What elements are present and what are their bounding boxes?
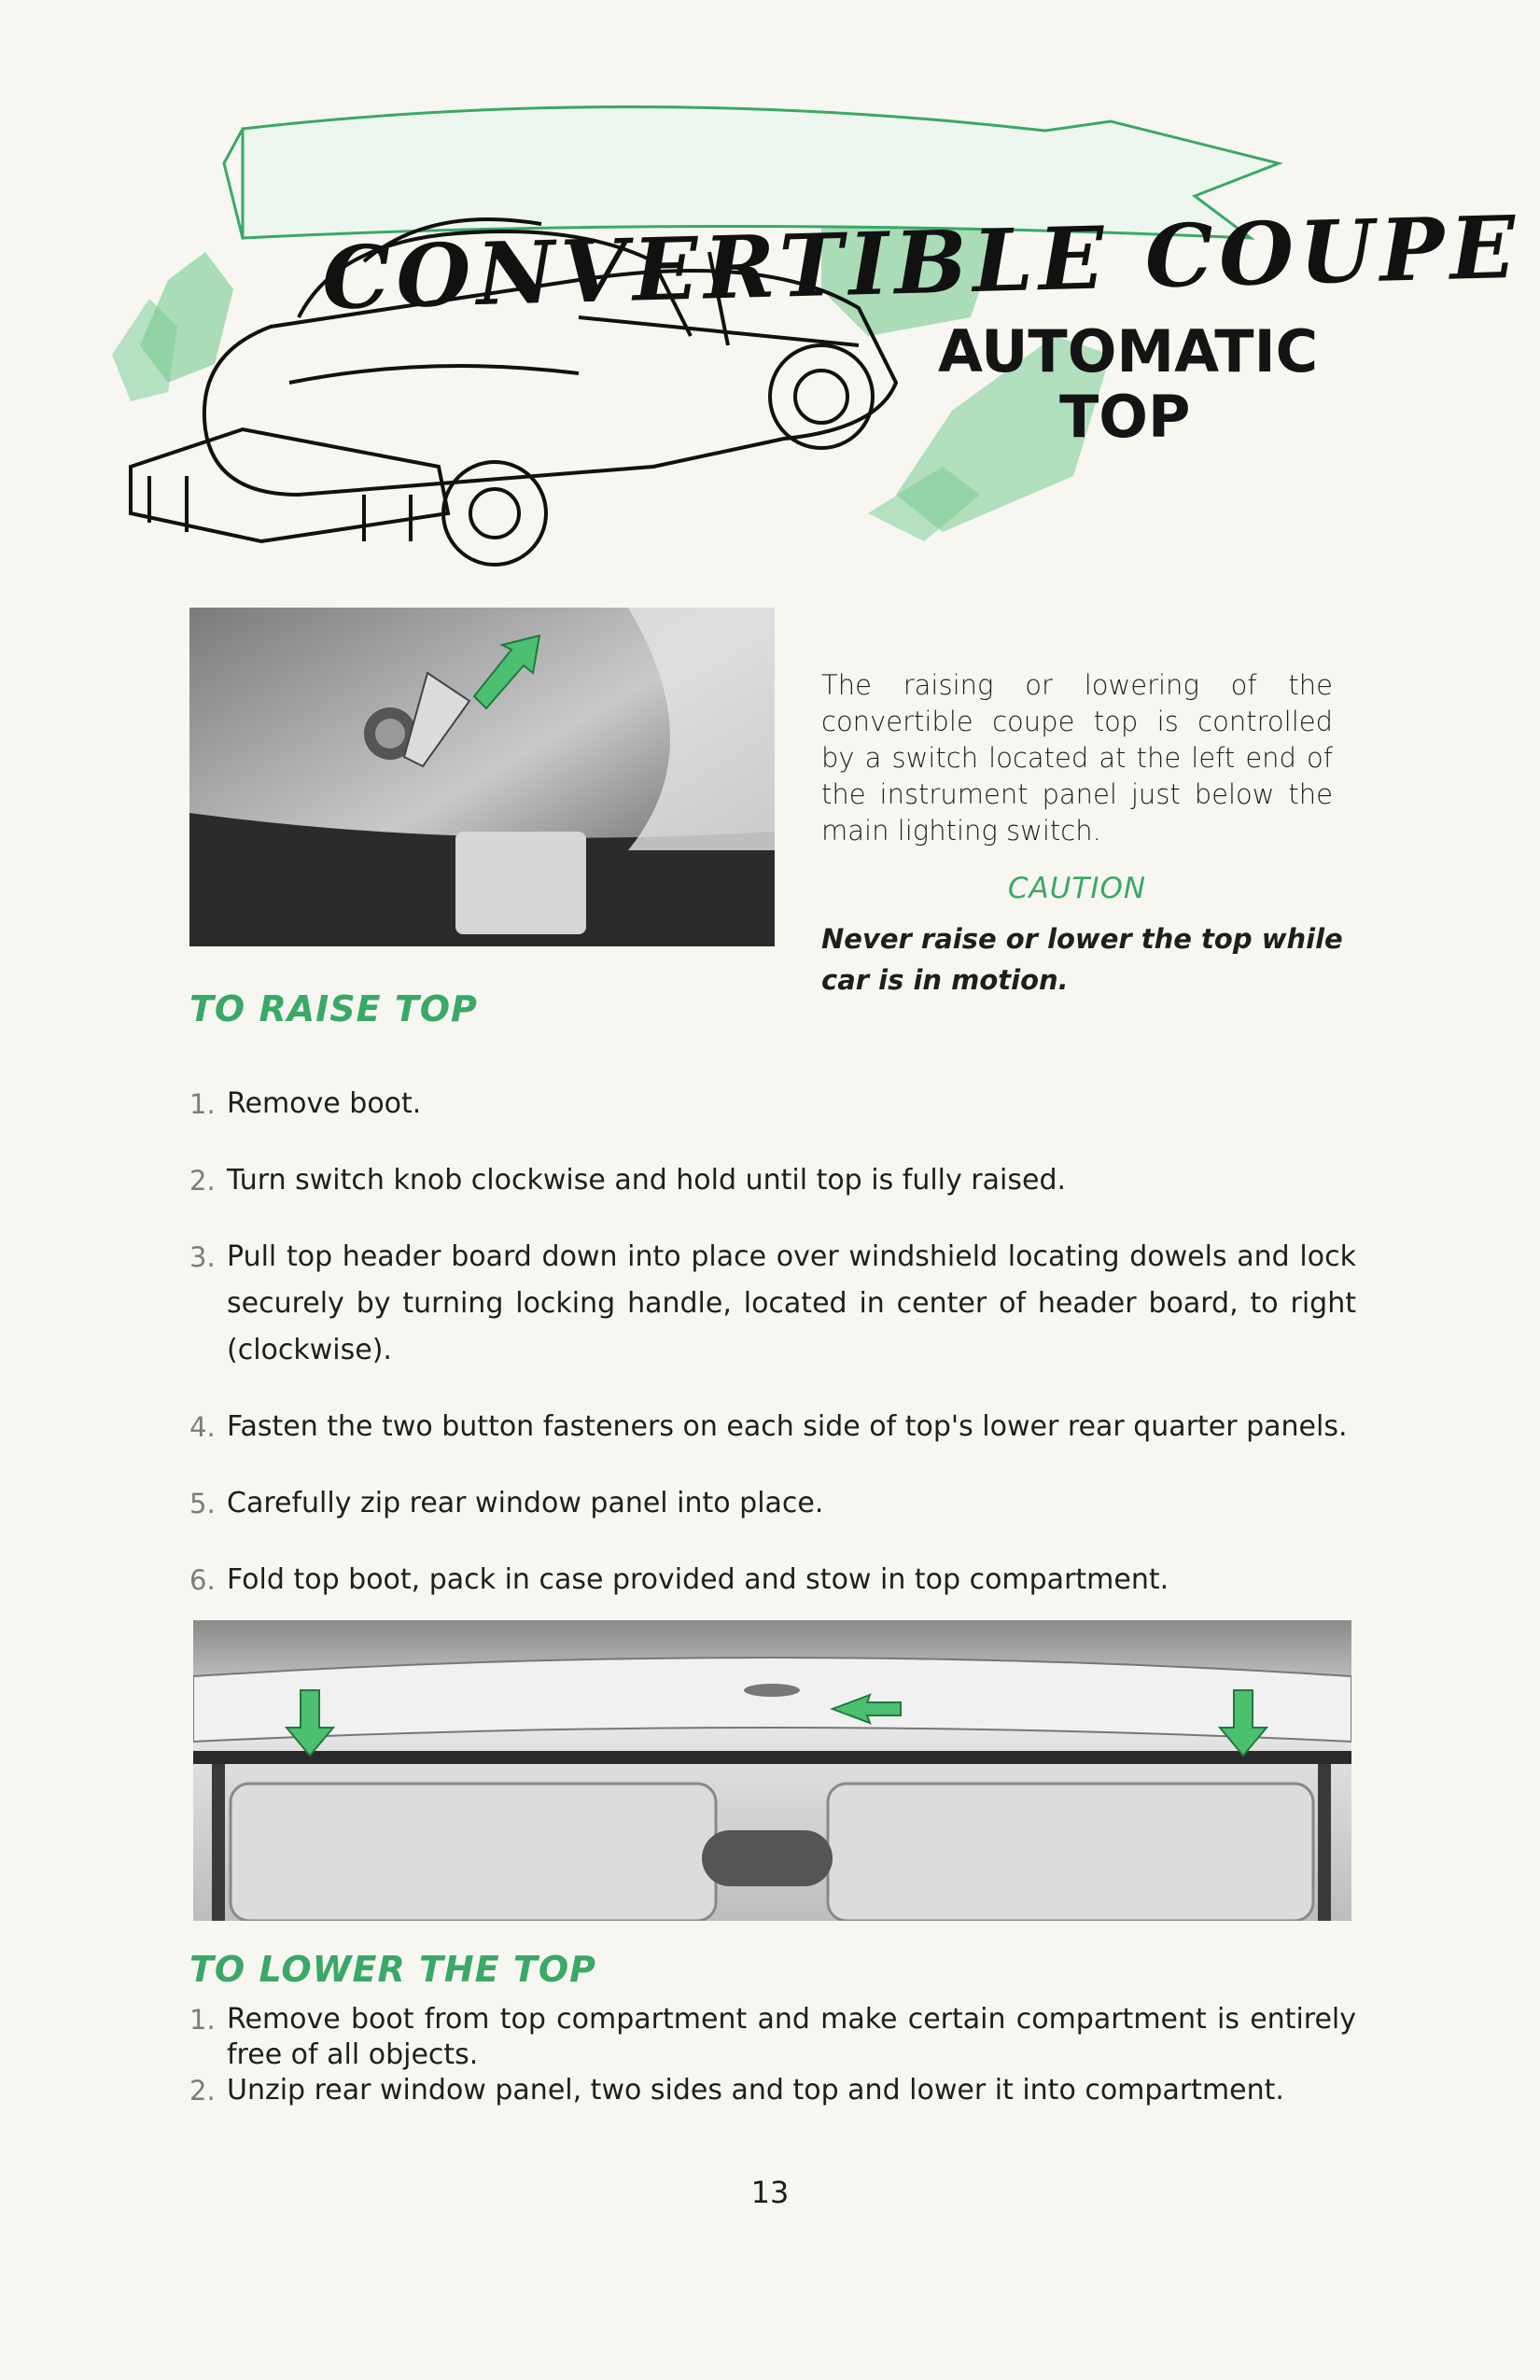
header-illustration [56,75,1522,597]
switch-photo-image [189,608,775,946]
switch-photo [189,608,775,946]
raise-top-heading: TO RAISE TOP [189,988,478,1029]
step-number: 1. [189,1088,216,1120]
list-item [189,1480,1356,1527]
list-item [189,1081,1356,1127]
step-text: Remove boot. [227,1087,422,1120]
list-item [189,1234,1356,1374]
step-text: Fold top boot, pack in case provided and stow in top compartment. [227,1563,1169,1596]
step-text: Carefully zip rear window panel into place. [227,1487,824,1519]
lower-top-steps [189,2002,1356,2108]
subtitle-line-1: AUTOMATIC [938,317,1319,385]
subtitle-line-2: TOP [1059,383,1191,451]
step-number: 6. [189,1564,216,1596]
header-board-photo [193,1620,1351,1921]
banner-title: CONVERTIBLE COUPE [320,196,1522,329]
header-board-photo-image [193,1620,1351,1921]
list-item [189,1157,1356,1204]
list-item [189,2002,1356,2073]
step-number: 1. [189,2004,216,2036]
step-number: 2. [189,1165,216,1197]
step-number: 4. [189,1411,216,1443]
list-item [189,1557,1356,1603]
step-number: 3. [189,1241,216,1273]
caution-heading: CAUTION [1007,872,1147,905]
list-item [189,1404,1356,1450]
step-number: 2. [189,2075,216,2107]
step-text: Turn switch knob clockwise and hold until top is fully raised. [227,1164,1067,1197]
lower-top-heading: TO LOWER THE TOP [189,1949,596,1990]
list-item [189,2073,1356,2108]
step-number: 5. [189,1488,216,1519]
page-number: 13 [750,2175,790,2210]
raise-top-steps [189,1081,1356,1633]
intro-description: The raising or lowering of the convertible coupe top is controlled by a switch located at the left end of the instrument panel just below the main lighting switch. [821,669,1333,847]
step-text: Pull top header board down into place over windshield locating dowels and lock securely by turning locking handle, located in center of header board, to right (clockwise). [227,1240,1356,1366]
step-text: Fasten the two button fasteners on each side of top's lower rear quarter panels. [227,1410,1348,1443]
step-text: Unzip rear window panel, two sides and top and lower it into compartment. [227,2074,1284,2107]
step-text: Remove boot from top compartment and make certain compartment is entirely free of all objects. [227,2003,1356,2071]
caution-text: Never raise or lower the top while car is in motion. [821,923,1343,996]
subtitle [938,319,1318,450]
